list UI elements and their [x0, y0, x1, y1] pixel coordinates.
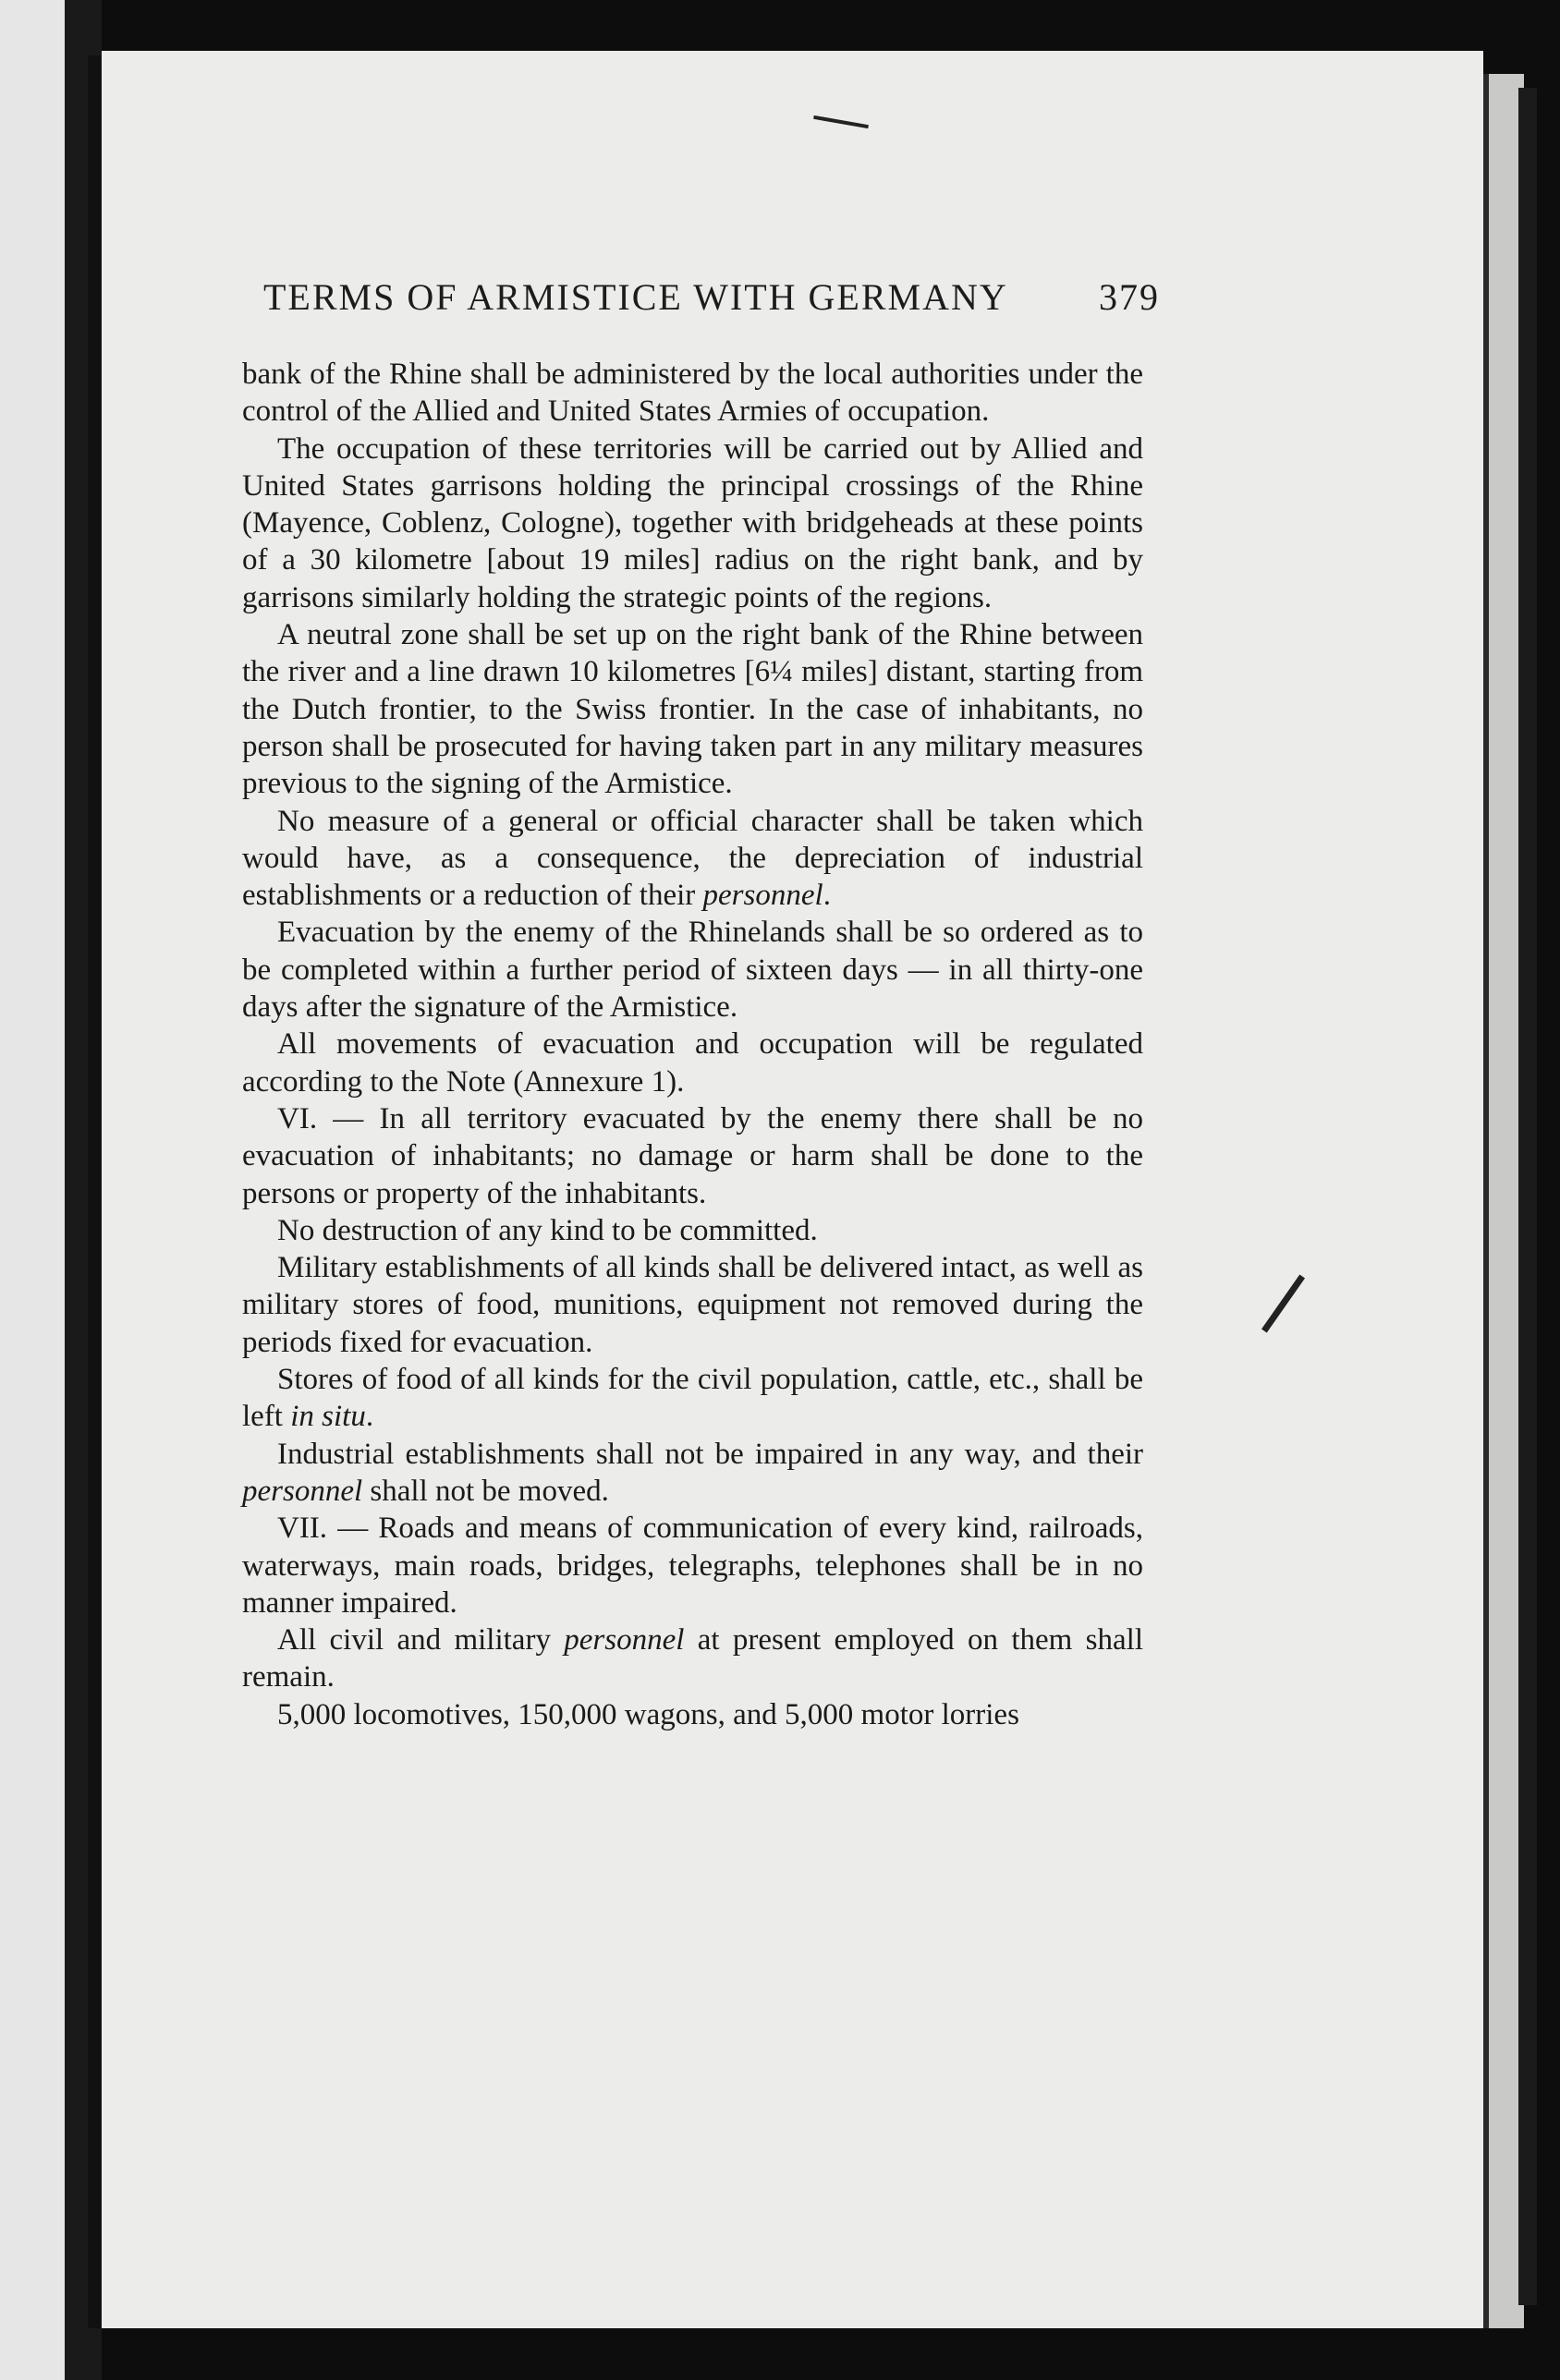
paragraph	[242, 1510, 1143, 1621]
paragraph-text: shall not be moved.	[362, 1474, 609, 1508]
body-text	[242, 356, 1143, 1733]
paragraph-text: Stores of food of all kinds for the civil population, cattle, etc., shall be left	[242, 1363, 1143, 1434]
paragraph-text: bank of the Rhine shall be administered by the local authorities under the control of the Allied and United States Armies of occupation.	[242, 358, 1143, 429]
paragraph-text: at present employed on them shall remain.	[242, 1623, 1143, 1694]
paragraph-text: VI. — In all territory evacuated by the enemy there shall be no evacuation of inhabitants; no damage or harm shall be done to the persons or property of the inhabitants.	[242, 1101, 1143, 1210]
paragraph-text: Industrial establishments shall not be impaired in any way, and their	[277, 1437, 1143, 1471]
binding-gutter	[88, 55, 101, 2328]
paragraph-text: No measure of a general or official character shall be taken which would have, as a consequence, the depreciation of industrial establishments or a reduction of their	[242, 804, 1143, 913]
running-title: TERMS OF ARMISTICE WITH GERMANY	[263, 276, 1008, 318]
paragraph	[242, 914, 1143, 1026]
paragraph-text: Military establishments of all kinds shall be delivered intact, as well as military stores of food, munitions, equipment not removed during the periods fixed for evacuation.	[242, 1251, 1143, 1359]
paragraph-text: Evacuation by the enemy of the Rhinelands shall be so ordered as to be completed within a further period of sixteen days — in all thirty-one days after the signature of the Armistice.	[242, 916, 1143, 1025]
paragraph	[242, 1249, 1143, 1361]
paragraph-text: The occupation of these territories will be carried out by Allied and United States garrisons holding the principal crossings of the Rhine (Mayence, Coblenz, Cologne), together with bridgeheads at these points of a 30 kilometre [about 19 miles] radius on the right bank, and by garrisons similarly holding the strategic points of the regions.	[242, 431, 1143, 614]
paragraph-text: No destruction of any kind to be committed.	[277, 1213, 818, 1247]
paragraph-text: .	[823, 879, 831, 913]
paragraph	[242, 1026, 1143, 1100]
paragraph	[242, 1696, 1143, 1733]
scan-bottom-margin	[102, 2328, 1543, 2380]
paragraph-text: All civil and military	[277, 1623, 565, 1658]
paragraph-text: .	[365, 1400, 374, 1434]
italic-term: personnel	[702, 879, 823, 913]
paragraph	[242, 431, 1143, 616]
paragraph-text: A neutral zone shall be set up on the right bank of the Rhine between the river and a line drawn 10 kilometres [6¼ miles] distant, starting from the Dutch frontier, to the Swiss frontier. In the case of inhabitants, no person shall be prosecuted for having taken part in any military measures previous to the signing of the Armistice.	[242, 618, 1143, 801]
paragraph	[242, 356, 1143, 431]
paragraph	[242, 616, 1143, 802]
paragraph	[242, 1212, 1143, 1249]
paragraph	[242, 1100, 1143, 1212]
paragraph	[242, 1436, 1143, 1511]
italic-term: in situ	[290, 1400, 366, 1434]
running-header	[263, 275, 1160, 331]
paragraph-text: 5,000 locomotives, 150,000 wagons, and 5,000 motor lorries	[277, 1697, 1019, 1731]
italic-term: personnel	[242, 1474, 363, 1508]
paragraph	[242, 803, 1143, 915]
paragraph	[242, 1621, 1143, 1696]
paragraph-text: VII. — Roads and means of communication of every kind, railroads, waterways, main roads, bridges, telegraphs, telephones shall be in no manner impaired.	[242, 1512, 1143, 1620]
italic-term: personnel	[564, 1623, 685, 1658]
paragraph	[242, 1361, 1143, 1436]
paragraph-text: All movements of evacuation and occupation will be regulated according to the Note (Annexure 1).	[242, 1027, 1143, 1099]
page-right-shadow	[1518, 88, 1537, 2305]
page-number: 379	[1099, 276, 1160, 318]
